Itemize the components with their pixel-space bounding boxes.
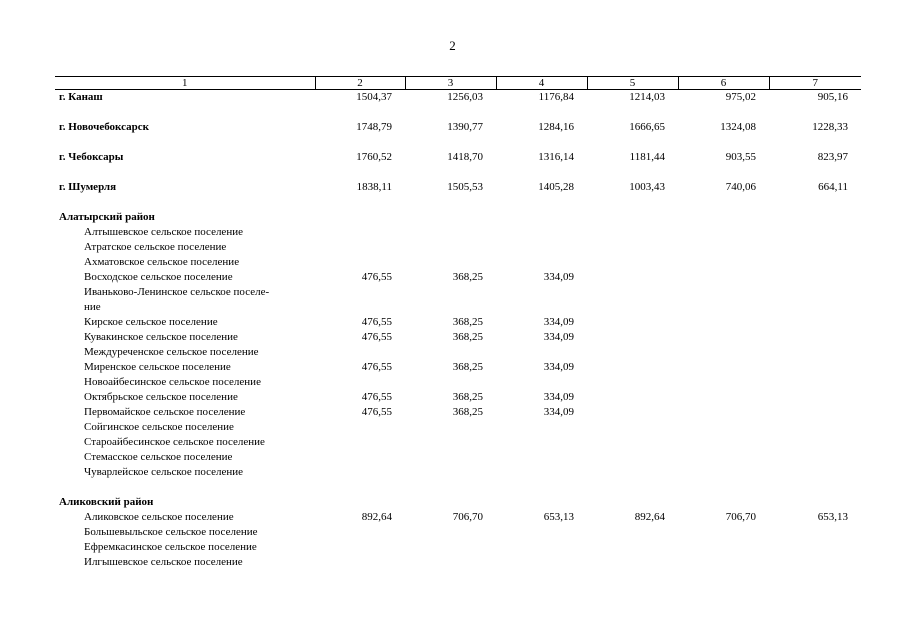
settlement-name: Первомайское сельское поселение (84, 406, 246, 418)
value-cell-col-2: 476,55 (361, 391, 392, 403)
value-cell-col-5 (587, 270, 678, 285)
value-cell-col-4: 334,09 (543, 361, 574, 373)
value-cell-col-5 (587, 210, 678, 225)
value-cell-col-6 (678, 360, 769, 375)
value-cell-col-2: 1504,37 (356, 91, 392, 103)
value-cell-col-3 (405, 540, 496, 555)
city-row (55, 120, 861, 135)
settlement-row (55, 510, 861, 525)
settlement-row (55, 240, 861, 255)
settlement-name: Восходское сельское поселение (84, 271, 233, 283)
value-cell-col-7 (769, 240, 861, 255)
value-cell-col-2: 1838,11 (356, 181, 392, 193)
settlement-row (55, 375, 861, 390)
value-cell-col-5: 1181,44 (629, 151, 665, 163)
value-cell-col-7 (769, 225, 861, 240)
value-cell-col-3 (405, 225, 496, 240)
value-cell-col-6 (678, 540, 769, 555)
settlement-name: Атратское сельское поселение (84, 241, 227, 253)
spacer-row (55, 480, 861, 495)
value-cell-col-4 (496, 540, 587, 555)
value-cell-col-7 (769, 285, 861, 300)
value-cell-col-4: 334,09 (543, 391, 574, 403)
value-cell-col-4: 334,09 (543, 331, 574, 343)
value-cell-col-4 (496, 285, 587, 300)
value-cell-col-4: 1405,28 (538, 181, 574, 193)
settlement-name: Иваньково-Ленинское сельское поселе- (84, 286, 270, 298)
spacer-row (55, 105, 861, 120)
value-cell-col-2: 892,64 (361, 511, 392, 523)
header-cell-1: 1 (55, 77, 315, 90)
value-cell-col-3 (405, 255, 496, 270)
city-row (55, 90, 861, 106)
value-cell-col-5 (587, 300, 678, 315)
value-cell-col-4 (496, 240, 587, 255)
value-cell-col-5 (587, 375, 678, 390)
value-cell-col-7: 905,16 (817, 91, 848, 103)
value-cell-col-4 (496, 300, 587, 315)
settlement-name: Кирское сельское поселение (84, 316, 218, 328)
value-cell-col-3: 1390,77 (447, 121, 483, 133)
value-cell-col-5 (587, 240, 678, 255)
district-row (55, 495, 861, 510)
value-cell-col-6 (678, 465, 769, 480)
value-cell-col-7 (769, 375, 861, 390)
value-cell-col-7 (769, 420, 861, 435)
settlement-row (55, 390, 861, 405)
value-cell-col-6 (678, 495, 769, 510)
value-cell-col-6: 903,55 (725, 151, 756, 163)
settlement-name: Илгышевское сельское поселение (84, 556, 243, 568)
value-cell-col-5 (587, 285, 678, 300)
value-cell-col-7 (769, 255, 861, 270)
settlement-name: Чуварлейское сельское поселение (84, 466, 244, 478)
settlement-name: Алтышевское сельское поселение (84, 226, 243, 238)
settlement-row (55, 540, 861, 555)
value-cell-col-3 (405, 210, 496, 225)
value-cell-col-7: 1228,33 (812, 121, 848, 133)
settlement-name: Миренское сельское поселение (84, 361, 231, 373)
value-cell-col-3 (405, 435, 496, 450)
value-cell-col-4 (496, 555, 587, 570)
value-cell-col-2 (315, 525, 405, 540)
value-cell-col-7 (769, 315, 861, 330)
settlement-name: Междуреченское сельское поселение (84, 346, 259, 358)
city-name: г. Новочебоксарск (59, 121, 149, 133)
value-cell-col-3 (405, 525, 496, 540)
value-cell-col-3: 706,70 (452, 511, 483, 523)
city-row (55, 150, 861, 165)
value-cell-col-6 (678, 210, 769, 225)
settlement-row (55, 465, 861, 480)
settlement-row (55, 435, 861, 450)
district-name: Аликовский район (59, 496, 154, 508)
value-cell-col-2 (315, 465, 405, 480)
value-cell-col-7 (769, 450, 861, 465)
value-cell-col-3: 1505,53 (447, 181, 483, 193)
value-cell-col-3 (405, 375, 496, 390)
spacer-cell (55, 135, 861, 150)
value-cell-col-6: 706,70 (725, 511, 756, 523)
spacer-cell (55, 105, 861, 120)
value-cell-col-3 (405, 240, 496, 255)
header-cell-2: 2 (315, 77, 405, 90)
value-cell-col-7: 664,11 (818, 181, 848, 193)
value-cell-col-4 (496, 210, 587, 225)
value-cell-col-6 (678, 345, 769, 360)
value-cell-col-6 (678, 225, 769, 240)
value-cell-col-3 (405, 495, 496, 510)
value-cell-col-6 (678, 285, 769, 300)
value-cell-col-5: 1666,65 (629, 121, 665, 133)
value-cell-col-7 (769, 300, 861, 315)
value-cell-col-6 (678, 255, 769, 270)
value-cell-col-5: 892,64 (634, 511, 665, 523)
value-cell-col-6 (678, 270, 769, 285)
value-cell-col-3 (405, 450, 496, 465)
settlement-name: ние (84, 301, 101, 313)
value-cell-col-2 (315, 450, 405, 465)
settlement-name: Ахматовское сельское поселение (84, 256, 240, 268)
settlement-row (55, 525, 861, 540)
header-cell-6: 6 (678, 77, 769, 90)
value-cell-col-5 (587, 540, 678, 555)
value-cell-col-4 (496, 450, 587, 465)
value-cell-col-7 (769, 525, 861, 540)
settlement-name: Большевыльское сельское поселение (84, 526, 258, 538)
value-cell-col-3: 368,25 (452, 361, 483, 373)
value-cell-col-5 (587, 360, 678, 375)
value-cell-col-3: 368,25 (452, 271, 483, 283)
value-cell-col-2 (315, 375, 405, 390)
value-cell-col-2 (315, 435, 405, 450)
value-cell-col-6 (678, 435, 769, 450)
value-cell-col-7 (769, 270, 861, 285)
settlement-name: Ефремкасинское сельское поселение (84, 541, 257, 553)
value-cell-col-4 (496, 255, 587, 270)
value-cell-col-3 (405, 345, 496, 360)
table-body (55, 90, 861, 571)
value-cell-col-6 (678, 405, 769, 420)
value-cell-col-3 (405, 465, 496, 480)
value-cell-col-6 (678, 375, 769, 390)
spacer-row (55, 135, 861, 150)
value-cell-col-2: 1748,79 (356, 121, 392, 133)
value-cell-col-2 (315, 225, 405, 240)
value-cell-col-2 (315, 420, 405, 435)
value-cell-col-5 (587, 435, 678, 450)
value-cell-col-7 (769, 345, 861, 360)
header-row (55, 77, 861, 90)
settlement-row (55, 315, 861, 330)
settlement-row (55, 330, 861, 345)
value-cell-col-6 (678, 555, 769, 570)
value-cell-col-4: 1284,16 (538, 121, 574, 133)
value-cell-col-2 (315, 540, 405, 555)
settlement-row (55, 345, 861, 360)
value-cell-col-6 (678, 450, 769, 465)
value-cell-col-3: 368,25 (452, 316, 483, 328)
value-cell-col-5 (587, 465, 678, 480)
value-cell-col-4 (496, 345, 587, 360)
value-cell-col-5 (587, 450, 678, 465)
settlement-row (55, 450, 861, 465)
header-cell-4: 4 (496, 77, 587, 90)
settlement-name: Кувакинское сельское поселение (84, 331, 238, 343)
value-cell-col-5 (587, 420, 678, 435)
value-cell-col-4: 334,09 (543, 271, 574, 283)
value-cell-col-2: 476,55 (361, 316, 392, 328)
value-cell-col-6 (678, 300, 769, 315)
value-cell-col-6 (678, 390, 769, 405)
value-cell-col-7 (769, 330, 861, 345)
value-cell-col-3: 1256,03 (447, 91, 483, 103)
value-cell-col-4 (496, 420, 587, 435)
value-cell-col-3: 1418,70 (447, 151, 483, 163)
value-cell-col-7 (769, 405, 861, 420)
value-cell-col-4 (496, 225, 587, 240)
settlement-name: Аликовское сельское поселение (84, 511, 234, 523)
settlement-name: Октябрьское сельское поселение (84, 391, 238, 403)
value-cell-col-4: 334,09 (543, 406, 574, 418)
value-cell-col-4: 1316,14 (538, 151, 574, 163)
value-cell-col-5 (587, 390, 678, 405)
value-cell-col-7 (769, 435, 861, 450)
settlement-row (55, 420, 861, 435)
value-cell-col-6 (678, 240, 769, 255)
city-name: г. Чебоксары (59, 151, 124, 163)
value-cell-col-2: 476,55 (361, 406, 392, 418)
value-cell-col-2 (315, 255, 405, 270)
settlement-row (55, 225, 861, 240)
value-cell-col-7 (769, 555, 861, 570)
spacer-row (55, 165, 861, 180)
value-cell-col-2 (315, 210, 405, 225)
value-cell-col-3: 368,25 (452, 406, 483, 418)
table-header (55, 77, 861, 90)
tariff-table (55, 76, 861, 570)
value-cell-col-3 (405, 420, 496, 435)
value-cell-col-6 (678, 330, 769, 345)
value-cell-col-5: 1214,03 (629, 91, 665, 103)
value-cell-col-5 (587, 255, 678, 270)
value-cell-col-5 (587, 525, 678, 540)
value-cell-col-4: 334,09 (543, 316, 574, 328)
value-cell-col-7 (769, 495, 861, 510)
value-cell-col-2 (315, 285, 405, 300)
value-cell-col-4 (496, 465, 587, 480)
value-cell-col-7 (769, 540, 861, 555)
settlement-name: Новоайбесинское сельское поселение (84, 376, 261, 388)
value-cell-col-2: 476,55 (361, 361, 392, 373)
header-cell-3: 3 (405, 77, 496, 90)
value-cell-col-5 (587, 315, 678, 330)
value-cell-col-4: 653,13 (543, 511, 574, 523)
settlement-name: Сойгинское сельское поселение (84, 421, 234, 433)
value-cell-col-4 (496, 375, 587, 390)
value-cell-col-3 (405, 555, 496, 570)
value-cell-col-4: 1176,84 (538, 91, 574, 103)
page-number: 2 (449, 38, 456, 53)
value-cell-col-5: 1003,43 (629, 181, 665, 193)
value-cell-col-7 (769, 390, 861, 405)
settlement-row (55, 300, 861, 315)
value-cell-col-4 (496, 495, 587, 510)
settlement-row (55, 555, 861, 570)
value-cell-col-7 (769, 360, 861, 375)
settlement-row (55, 405, 861, 420)
value-cell-col-4 (496, 435, 587, 450)
value-cell-col-2 (315, 300, 405, 315)
settlement-name: Староайбесинское сельское поселение (84, 436, 265, 448)
value-cell-col-2: 1760,52 (356, 151, 392, 163)
value-cell-col-5 (587, 330, 678, 345)
district-row (55, 210, 861, 225)
spacer-cell (55, 480, 861, 495)
spacer-row (55, 195, 861, 210)
value-cell-col-5 (587, 225, 678, 240)
value-cell-col-6 (678, 525, 769, 540)
settlement-row (55, 360, 861, 375)
settlement-row (55, 255, 861, 270)
city-name: г. Шумерля (59, 181, 117, 193)
value-cell-col-7: 823,97 (817, 151, 848, 163)
value-cell-col-3 (405, 285, 496, 300)
city-name: г. Канаш (59, 91, 103, 103)
value-cell-col-7 (769, 210, 861, 225)
value-cell-col-3 (405, 300, 496, 315)
settlement-name: Стемасское сельское поселение (84, 451, 233, 463)
value-cell-col-7 (769, 465, 861, 480)
value-cell-col-2 (315, 345, 405, 360)
spacer-cell (55, 195, 861, 210)
settlement-row (55, 285, 861, 300)
value-cell-col-6: 975,02 (725, 91, 756, 103)
value-cell-col-5 (587, 555, 678, 570)
value-cell-col-2: 476,55 (361, 331, 392, 343)
header-cell-5: 5 (587, 77, 678, 90)
value-cell-col-5 (587, 345, 678, 360)
value-cell-col-4 (496, 525, 587, 540)
spacer-cell (55, 165, 861, 180)
header-cell-7: 7 (769, 77, 861, 90)
value-cell-col-2 (315, 240, 405, 255)
value-cell-col-6 (678, 315, 769, 330)
value-cell-col-5 (587, 405, 678, 420)
city-row (55, 180, 861, 195)
value-cell-col-2 (315, 555, 405, 570)
settlement-row (55, 270, 861, 285)
value-cell-col-2: 476,55 (361, 271, 392, 283)
value-cell-col-3: 368,25 (452, 331, 483, 343)
value-cell-col-6 (678, 420, 769, 435)
value-cell-col-3: 368,25 (452, 391, 483, 403)
value-cell-col-7: 653,13 (817, 511, 848, 523)
value-cell-col-6: 1324,08 (720, 121, 756, 133)
value-cell-col-5 (587, 495, 678, 510)
value-cell-col-2 (315, 495, 405, 510)
value-cell-col-6: 740,06 (725, 181, 756, 193)
district-name: Алатырский район (59, 211, 155, 223)
